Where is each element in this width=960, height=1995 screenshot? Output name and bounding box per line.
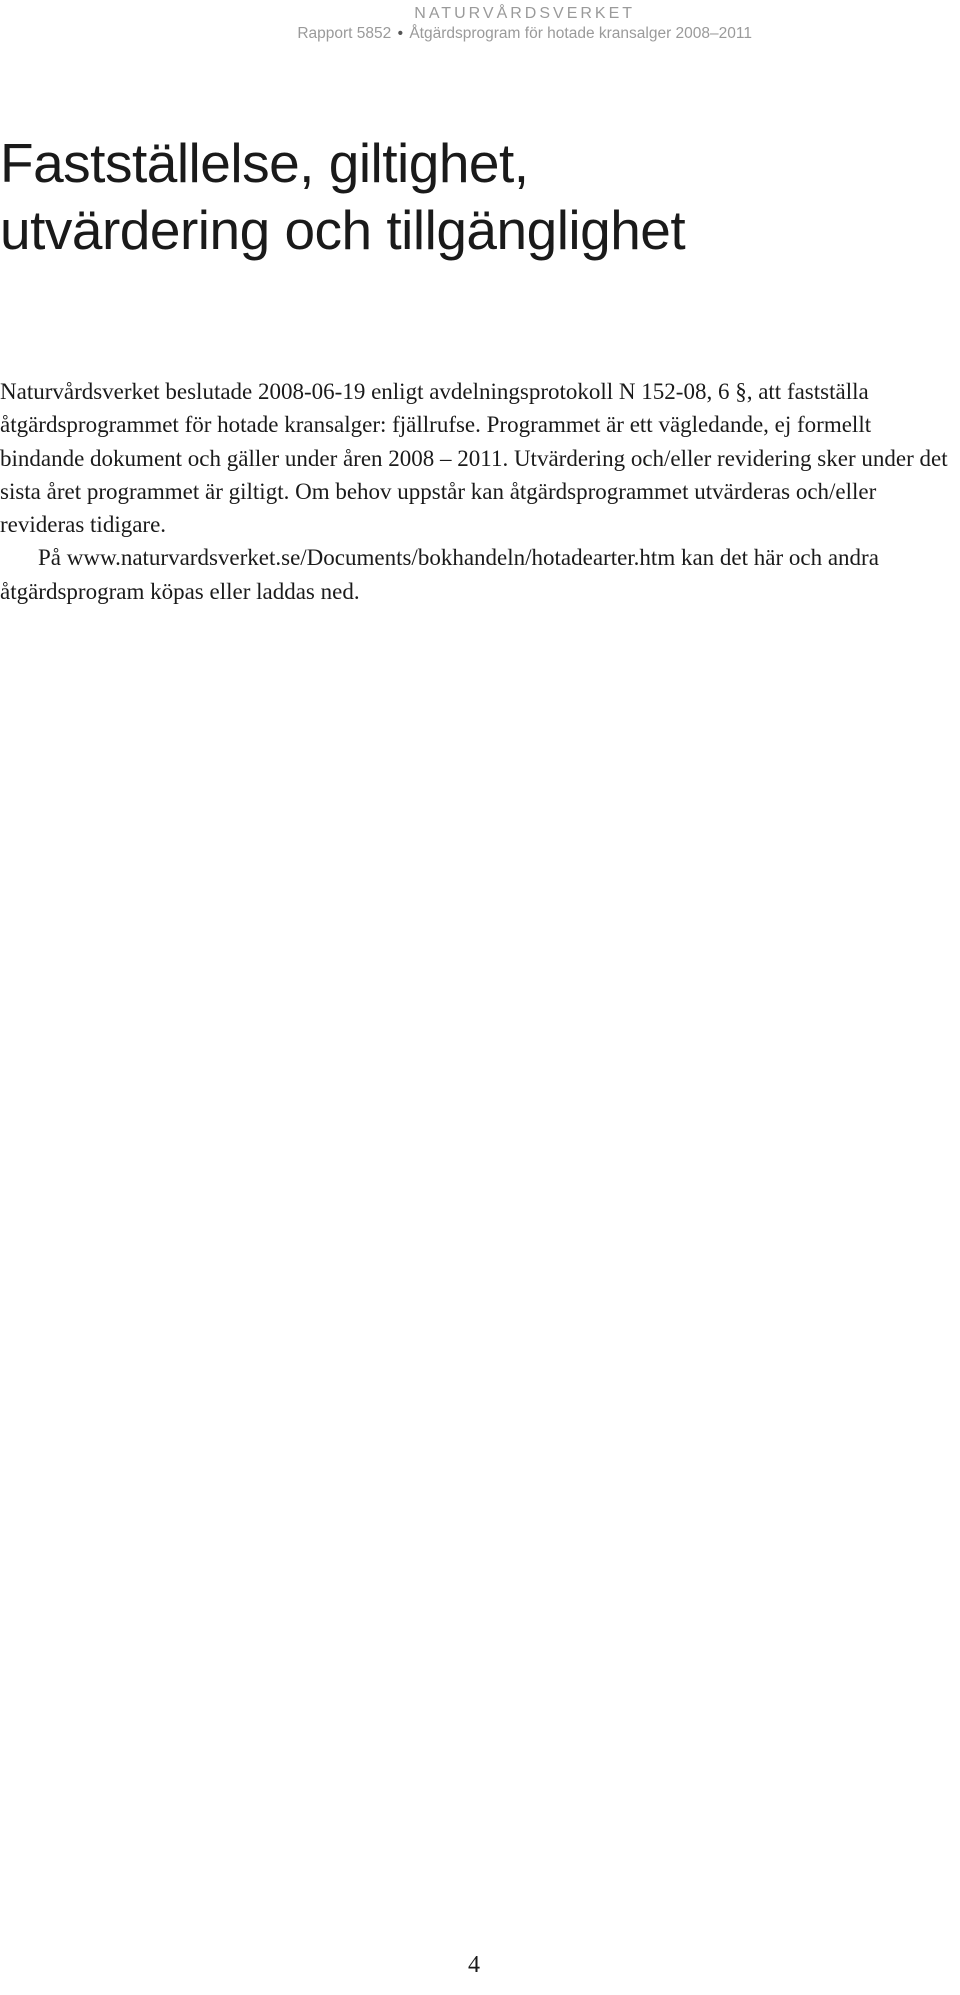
- running-header: [297, 4, 752, 43]
- body-text: [0, 375, 960, 608]
- page-title-line-1: Fastställelse, giltighet,: [0, 132, 529, 194]
- paragraph-availability-prefix: På: [38, 545, 67, 571]
- report-title: Åtgärdsprogram för hotade kransalger 2008–2011: [409, 25, 752, 42]
- page-title: [0, 130, 685, 264]
- report-number: Rapport 5852: [297, 25, 392, 42]
- page-title-line-2: utvärdering och tillgänglighet: [0, 199, 686, 261]
- paragraph-availability-suffix: kan det här och andra åtgärdsprogram köpas eller laddas ned.: [0, 545, 879, 604]
- availability-link[interactable]: www.naturvardsverket.se/Documents/bokhandeln/hotadearter.htm: [66, 545, 676, 571]
- report-info: [297, 24, 752, 43]
- bullet-separator: •: [397, 25, 404, 42]
- paragraph-adoption: Naturvårdsverket beslutade 2008-06-19 enligt avdelningsprotokoll N 152-08, 6 §, att fastställa åtgärdsprogrammet för hotade kransalger: fjällrufse. Programmet är ett vägledande, ej formellt bindande dokument och gäller under åren 2008 – 2011. Utvärdering och/eller revidering sker under det sista året programmet är giltigt. Om behov uppstår kan åtgärdsprogrammet utvärderas och/eller revideras tidigare.: [0, 379, 948, 538]
- paragraph-availability: [0, 541, 960, 608]
- page-number: 4: [468, 1952, 480, 1978]
- organization-name: NATURVÅRDSVERKET: [414, 5, 636, 22]
